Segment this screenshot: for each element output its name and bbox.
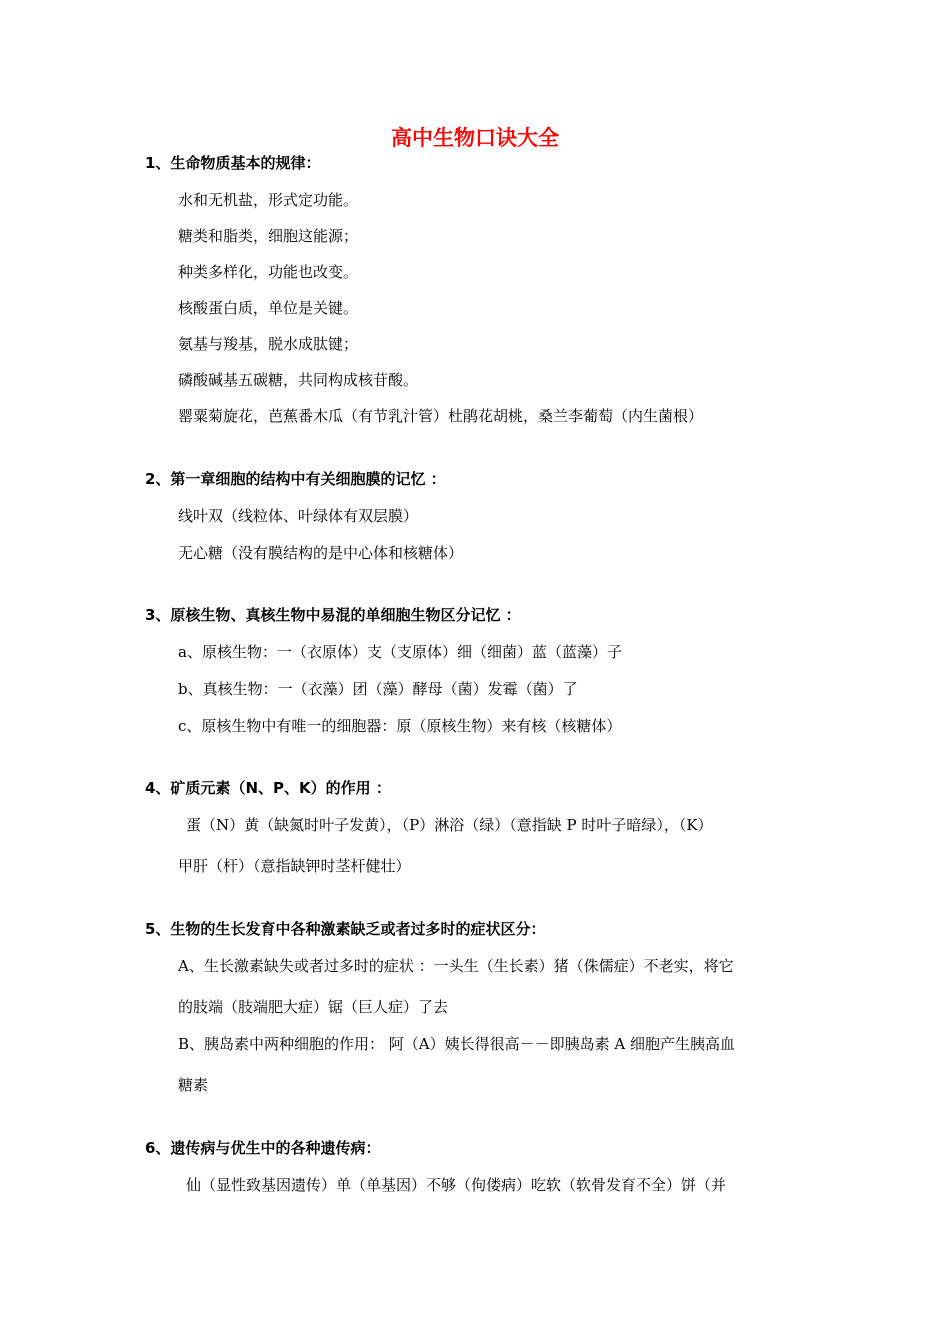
- text-line: 线叶双（线粒体、叶绿体有双层膜）: [178, 507, 419, 525]
- text-line: 磷酸碱基五碳糖，共同构成核苷酸。: [178, 371, 419, 389]
- text-line: a、原核生物：一（衣原体）支（支原体）细（细菌）蓝（蓝藻）子: [178, 643, 622, 661]
- text-line: B、胰岛素中两种细胞的作用： 阿（A）姨长得很高－－即胰岛素 A 细胞产生胰高血: [178, 1035, 735, 1053]
- text-line: b、真核生物：一（衣藻）团（藻）酵母（菌）发霉（菌）了: [178, 680, 578, 698]
- text-line: A、生长激素缺失或者过多时的症状 ：一头生（生长素）猪（侏儒症）不老实，将它: [178, 957, 734, 975]
- text-line: 罂粟菊旋花，芭蕉番木瓜（有节乳汁管）杜鹃花胡桃，桑兰李葡萄（内生菌根）: [178, 407, 704, 425]
- section-heading: 2、第一章细胞的结构中有关细胞膜的记忆 ：: [145, 470, 446, 488]
- text-line: 糖素: [178, 1076, 209, 1094]
- page-title: 高中生物口诀大全: [391, 126, 559, 150]
- section-heading: 6、遗传病与优生中的各种遗传病：: [145, 1139, 381, 1157]
- text-line: 核酸蛋白质，单位是关键。: [178, 299, 359, 317]
- section-heading: 5、生物的生长发育中各种激素缺乏或者过多时的症状区分：: [145, 920, 546, 938]
- text-line: 糖类和脂类，细胞这能源；: [178, 227, 359, 245]
- text-line: 甲肝（杆）（意指缺钾时茎杆健壮）: [178, 857, 411, 875]
- text-line: c、原核生物中有唯一的细胞器：原（原核生物）来有核（核糖体）: [178, 717, 622, 735]
- text-line: 蛋（N）黄（缺氮时叶子发黄），（P）淋浴（绿）（意指缺 P 时叶子暗绿），（K）: [186, 816, 713, 834]
- section-heading: 3、原核生物、真核生物中易混的单细胞生物区分记忆 ：: [145, 606, 521, 624]
- text-line: 的肢端（肢端肥大症）锯（巨人症）了去: [178, 998, 449, 1016]
- section-heading: 4、矿质元素（N、P、K）的作用 ：: [145, 779, 391, 797]
- text-line: 无心糖（没有膜结构的是中心体和核糖体）: [178, 544, 464, 562]
- text-line: 种类多样化，功能也改变。: [178, 263, 359, 281]
- text-line: 氨基与羧基，脱水成肽键；: [178, 335, 359, 353]
- section-heading: 1、生命物质基本的规律：: [145, 154, 321, 172]
- text-line: 水和无机盐，形式定功能。: [178, 191, 359, 209]
- text-line: 仙（显性致基因遗传）单（单基因）不够（佝偻病）吃软（软骨发育不全）饼（并: [186, 1176, 727, 1194]
